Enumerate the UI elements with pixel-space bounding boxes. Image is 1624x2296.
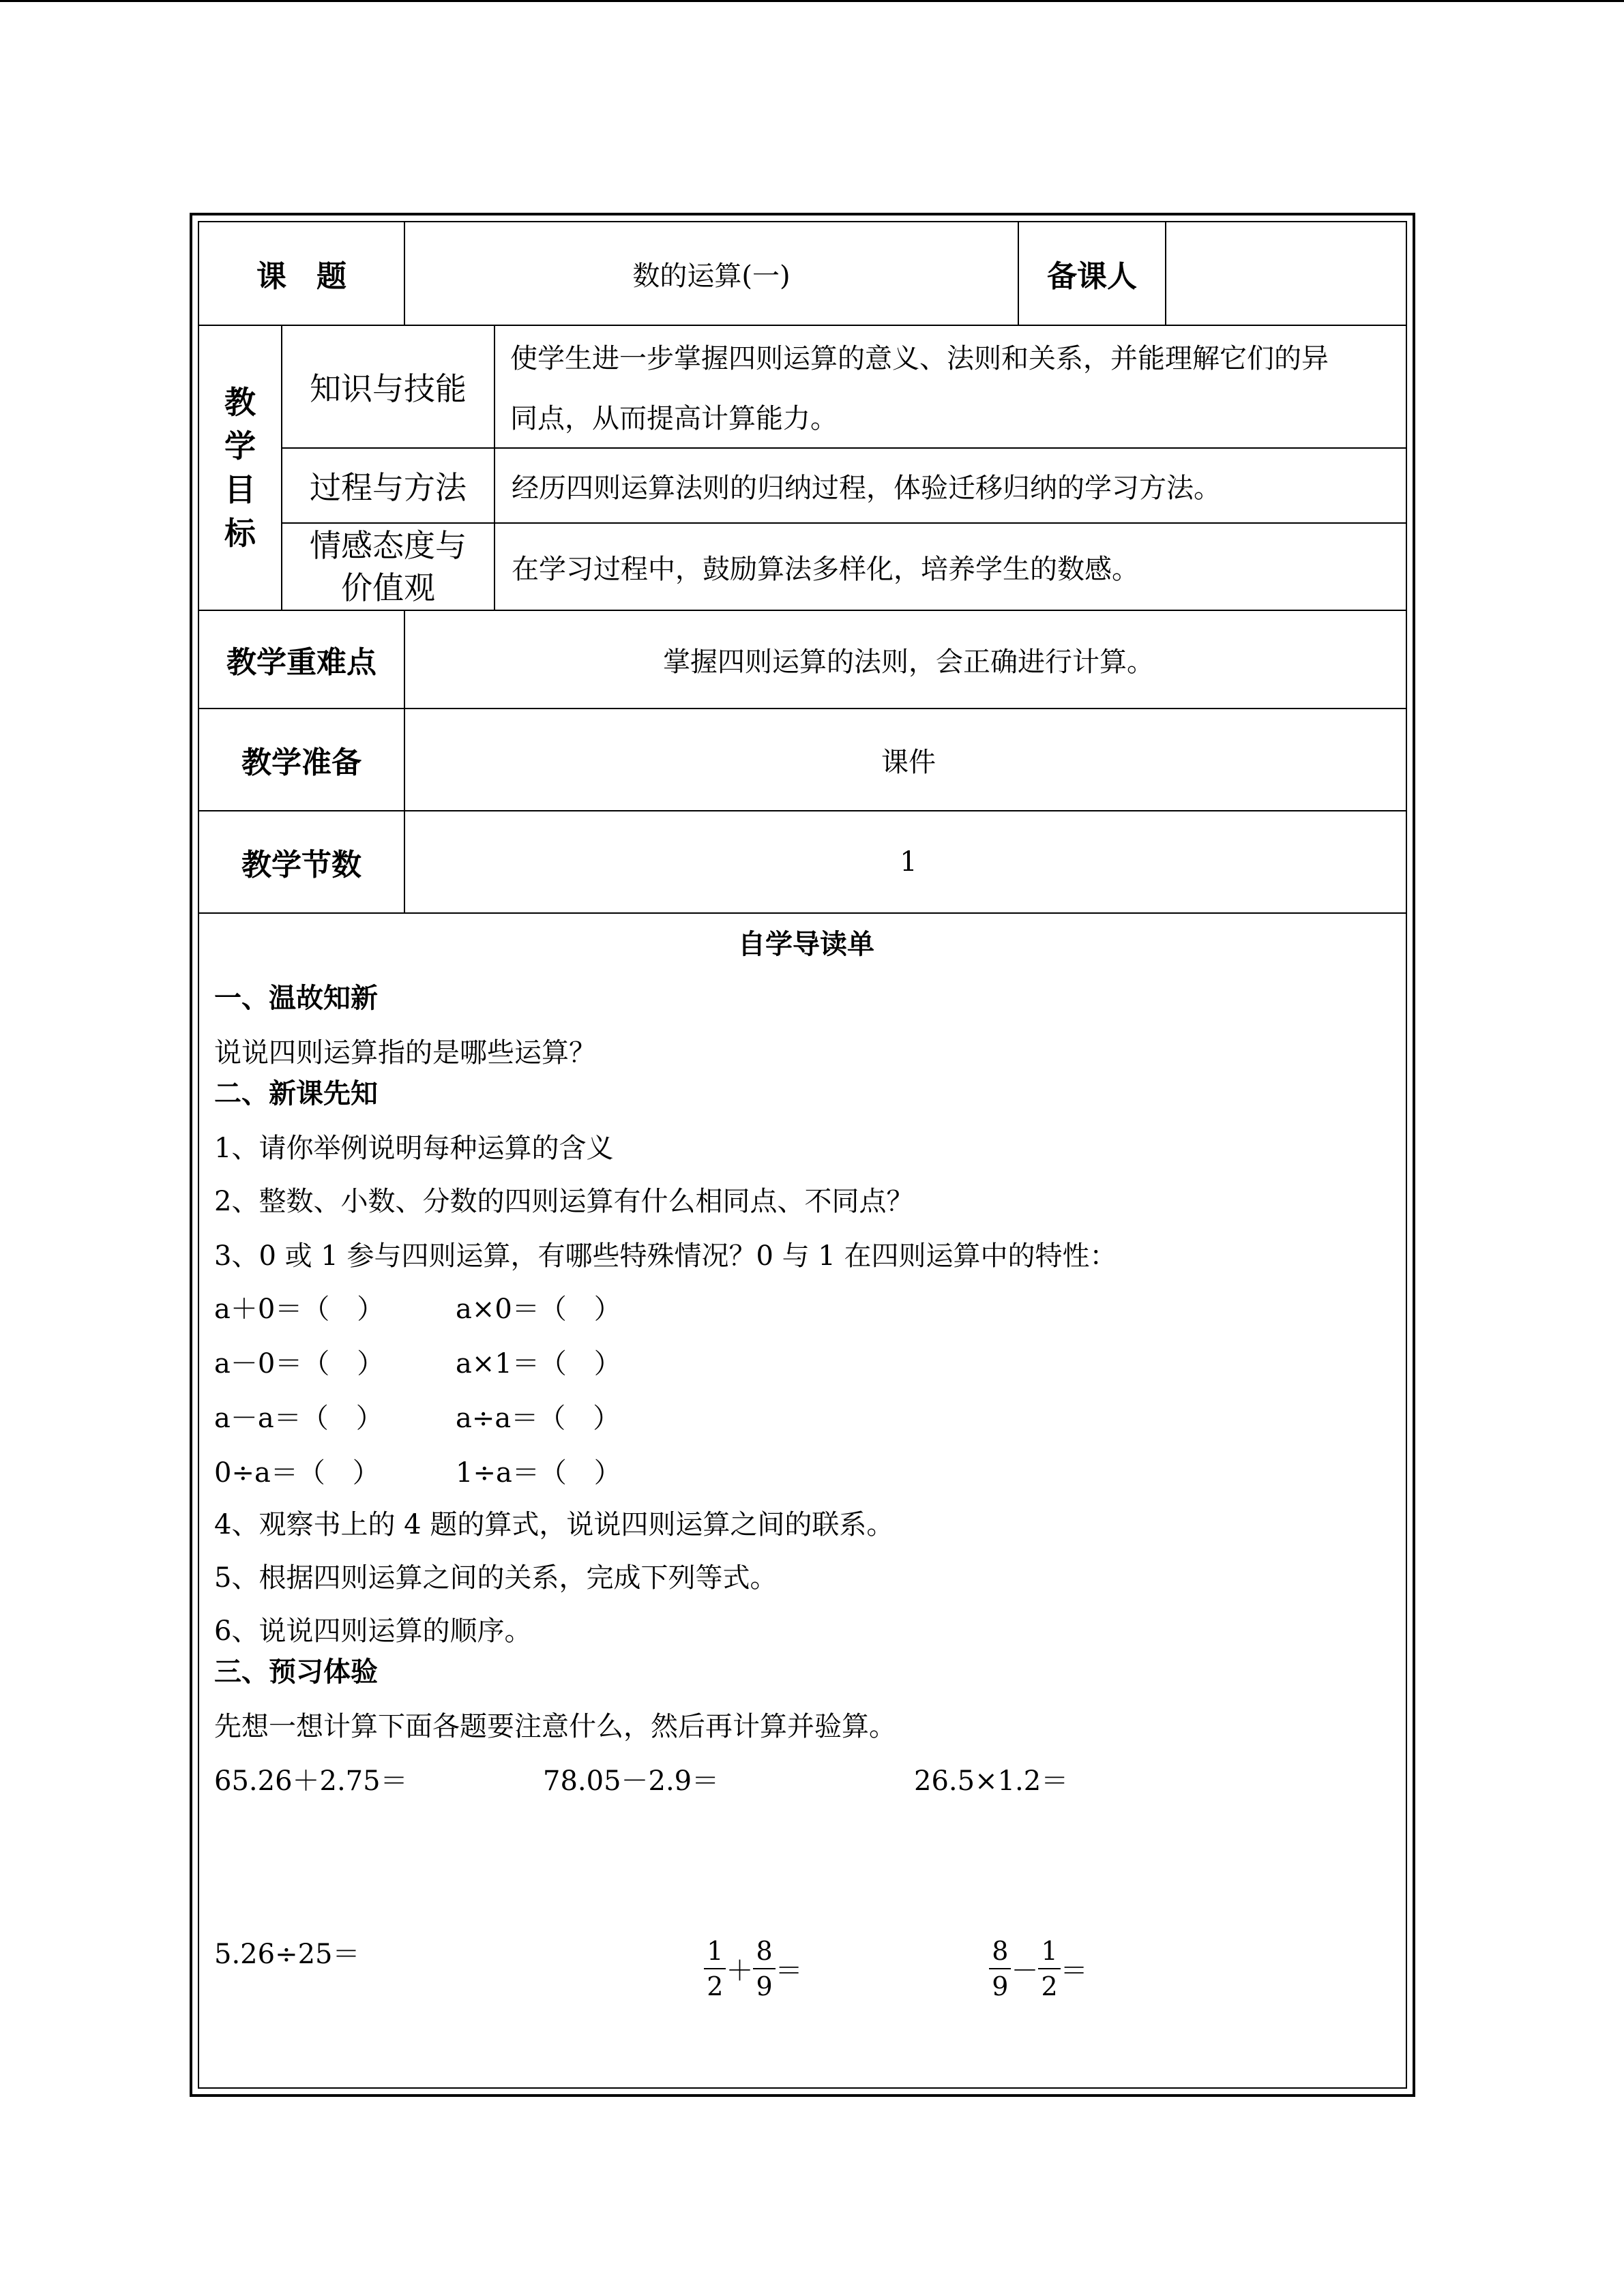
identity-left-2: a－0＝（ ） [214,1348,385,1380]
section-1-question: 说说四则运算指的是哪些运算？ [214,1037,596,1069]
guide-title: 自学导读单 [738,928,874,960]
attitude-label-line: 情感态度与 [310,527,467,564]
identity-left-1: a＋0＝（ ） [214,1294,385,1325]
section-3-heading: 三、预习体验 [214,1656,378,1688]
page-top-rule [0,0,1624,2]
calc-problem-2: 78.05－2.9＝ [543,1765,720,1797]
knowledge-text-line: 同点，从而提高计算能力。 [510,403,838,434]
numerator: 8 [989,1934,1011,1969]
denominator: 2 [707,1971,724,2001]
section-1-heading: 一、温故知新 [214,983,378,1014]
table-inner-border [198,221,1407,2089]
identity-right-1: a×0＝（ ） [456,1294,621,1325]
attitude-label [282,524,494,610]
operator: － [1011,1955,1039,1987]
equals-sign: ＝ [1060,1955,1088,1987]
section-2-question-2: 2、整数、小数、分数的四则运算有什么相同点、不同点？ [214,1186,914,1217]
preparation-value: 课件 [881,746,936,778]
key-points-value: 掌握四则运算的法则，会正确进行计算。 [663,646,1154,678]
calc-problem-1: 65.26＋2.75＝ [214,1765,408,1797]
side-char: 学 [224,428,256,464]
preparer-value[interactable] [1166,222,1412,325]
section-2-question-3: 3、0 或 1 参与四则运算，有哪些特殊情况？0 与 1 在四则运算中的特性： [214,1240,1117,1272]
identity-right-3: a÷a＝（ ） [456,1403,621,1434]
topic-value: 数的运算(一) [632,260,791,292]
fraction [704,1934,726,2003]
section-2-question-5: 5、根据四则运算之间的关系，完成下列等式。 [214,1562,778,1594]
identity-left-4: 0÷a＝（ ） [214,1457,380,1489]
side-char: 教 [224,384,256,421]
identity-right-2: a×1＝（ ） [456,1348,621,1380]
process-label: 过程与方法 [310,469,467,506]
denominator: 9 [756,1971,773,2001]
side-char: 标 [224,515,256,552]
side-char: 目 [224,471,256,508]
calc-problem-4: 5.26÷25＝ [214,1939,360,1970]
knowledge-text [510,329,1411,449]
knowledge-label: 知识与技能 [310,370,467,407]
identity-right-4: 1÷a＝（ ） [456,1457,621,1489]
lesson-plan-table [190,213,1415,2097]
numerator: 8 [753,1934,775,1969]
objectives-side-label [199,326,281,610]
preparation-label: 教学准备 [241,745,361,780]
denominator: 2 [1041,1971,1058,2001]
fraction-problem-2 [937,1903,1088,2035]
equals-sign: ＝ [775,1955,803,1987]
attitude-label-line: 价值观 [341,569,435,606]
topic-label: 课 题 [256,259,346,294]
fraction-problem-1 [652,1903,803,2035]
preparer-label: 备课人 [1047,259,1137,294]
section-2-question-4: 4、观察书上的 4 题的算式，说说四则运算之间的联系。 [214,1509,894,1540]
section-2-question-6: 6、说说四则运算的顺序。 [214,1615,532,1647]
identity-left-3: a－a＝（ ） [214,1403,383,1434]
process-text: 经历四则运算法则的归纳过程，体验迁移归纳的学习方法。 [512,472,1221,504]
fraction [989,1934,1011,2003]
knowledge-text-line: 使学生进一步掌握四则运算的意义、法则和关系，并能理解它们的异 [510,343,1329,374]
periods-value: 1 [900,846,917,878]
numerator: 1 [1038,1934,1060,1969]
section-2-heading: 二、新课先知 [214,1078,378,1109]
attitude-text: 在学习过程中，鼓励算法多样化，培养学生的数感。 [512,553,1139,585]
calc-problem-3: 26.5×1.2＝ [914,1765,1069,1797]
fraction [1038,1934,1060,2003]
operator: ＋ [726,1955,754,1987]
denominator: 9 [992,1971,1009,2001]
periods-label: 教学节数 [241,848,361,882]
section-3-intro: 先想一想计算下面各题要注意什么，然后再计算并验算。 [214,1711,896,1742]
key-points-label: 教学重难点 [226,645,377,680]
row-divider [199,912,1406,914]
fraction [753,1934,775,2003]
section-2-question-1: 1、请你举例说明每种运算的含义 [214,1133,614,1164]
numerator: 1 [704,1934,726,1969]
